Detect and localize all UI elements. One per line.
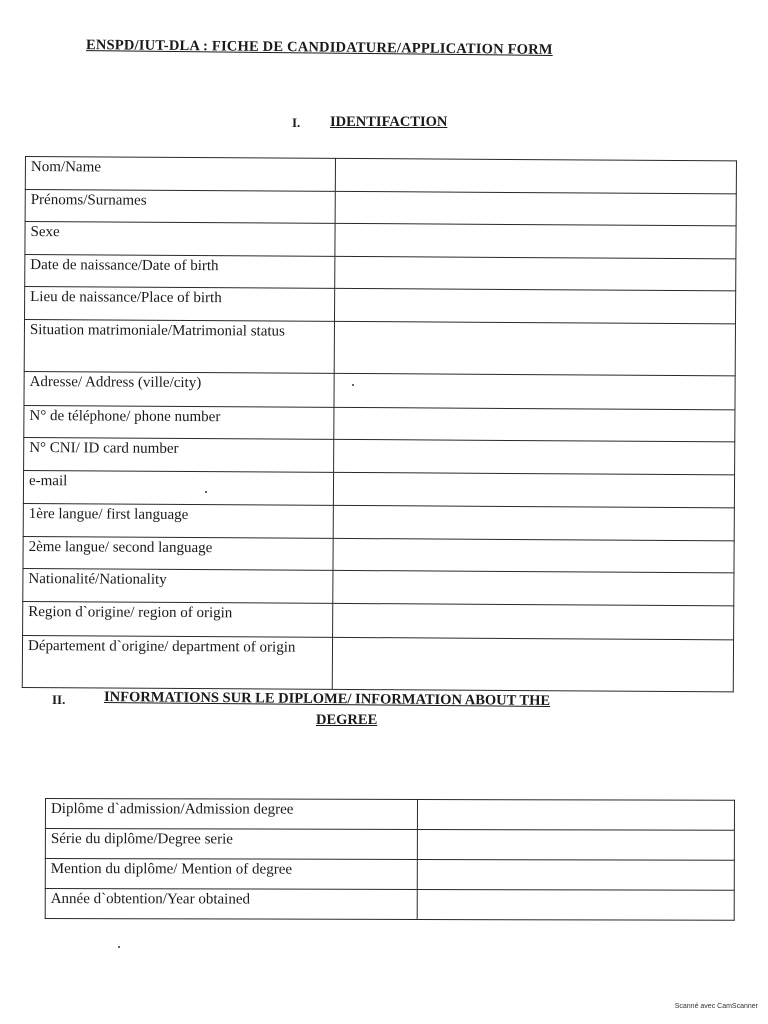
table-row [22, 635, 733, 691]
field-label-admission-degree: Diplôme d`admission/Admission degree [45, 799, 417, 830]
field-label-name: Nom/Name [25, 157, 335, 192]
field-input-admission-degree[interactable] [417, 799, 734, 830]
field-input-year-obtained[interactable] [417, 889, 734, 920]
field-label-second-language: 2ème langue/ second language [23, 536, 333, 570]
field-label-surnames: Prénoms/Surnames [25, 190, 335, 224]
field-input-surnames[interactable] [335, 191, 736, 225]
table-row [45, 889, 734, 921]
field-input-department-of-origin[interactable] [332, 637, 733, 691]
field-input-matrimonial-status[interactable] [334, 321, 735, 375]
table-row [23, 470, 734, 507]
field-input-phone-number[interactable] [334, 407, 735, 441]
degree-table [45, 798, 735, 921]
section-2-number: II. [52, 692, 66, 707]
table-row [45, 829, 734, 861]
section-2-heading-line2: DEGREE [316, 712, 378, 728]
table-row [23, 601, 734, 639]
table-row [23, 503, 734, 540]
section-1-heading: IDENTIFACTION [330, 114, 448, 130]
field-input-id-card-number[interactable] [334, 439, 735, 474]
field-label-date-of-birth: Date de naissance/Date of birth [25, 255, 335, 289]
document-title: ENSPD/IUT-DLA : FICHE DE CANDIDATURE/APPLICATION FORM [85, 37, 553, 58]
field-label-email: e-mail [23, 470, 333, 505]
field-label-degree-serie: Série du diplôme/Degree serie [45, 829, 417, 860]
table-row [24, 371, 735, 409]
field-label-degree-mention: Mention du diplôme/ Mention of degree [45, 859, 417, 890]
field-input-name[interactable] [335, 158, 736, 193]
field-label-region-of-origin: Region d`origine/ region of origin [23, 601, 333, 637]
table-row [23, 536, 734, 572]
table-row [45, 859, 734, 891]
scan-speck [352, 384, 354, 386]
section-2-heading-line1: INFORMATIONS SUR LE DIPLOME/ INFORMATION ABOUT THE [103, 689, 551, 709]
table-row [45, 799, 734, 831]
field-input-address[interactable] [334, 373, 735, 409]
table-row [25, 190, 736, 226]
identification-table [22, 156, 737, 692]
table-row [25, 157, 736, 194]
field-label-year-obtained: Année d`obtention/Year obtained [45, 889, 417, 920]
table-row [25, 255, 736, 291]
field-label-nationality: Nationalité/Nationality [23, 568, 333, 603]
field-label-id-card-number: N° CNI/ ID card number [24, 437, 334, 472]
field-input-sex[interactable] [335, 223, 736, 258]
table-row [24, 405, 735, 441]
table-row [25, 287, 736, 324]
field-input-email[interactable] [333, 472, 734, 507]
field-label-address: Adresse/ Address (ville/city) [24, 371, 334, 407]
field-label-place-of-birth: Lieu de naissance/Place of birth [25, 287, 335, 322]
field-input-second-language[interactable] [333, 538, 734, 572]
field-input-region-of-origin[interactable] [333, 603, 734, 639]
field-input-place-of-birth[interactable] [334, 288, 735, 323]
field-input-first-language[interactable] [333, 505, 734, 540]
field-input-degree-mention[interactable] [417, 859, 734, 890]
field-input-degree-serie[interactable] [417, 829, 734, 860]
field-label-department-of-origin: Département d`origine/ department of origin [22, 635, 332, 689]
field-label-matrimonial-status: Situation matrimoniale/Matrimonial status [24, 320, 334, 374]
table-row [24, 320, 735, 376]
table-row [25, 222, 736, 259]
scan-speck [205, 491, 207, 493]
scanner-watermark: Scanné avec CamScanner [674, 1003, 758, 1010]
field-label-phone-number: N° de téléphone/ phone number [24, 405, 334, 439]
field-input-nationality[interactable] [333, 570, 734, 605]
table-row [23, 568, 734, 605]
field-label-sex: Sexe [25, 222, 335, 257]
table-row [24, 437, 735, 474]
field-label-first-language: 1ère langue/ first language [23, 503, 333, 538]
scan-speck [118, 946, 120, 948]
section-1-number: I. [292, 115, 301, 130]
field-input-date-of-birth[interactable] [335, 256, 736, 290]
